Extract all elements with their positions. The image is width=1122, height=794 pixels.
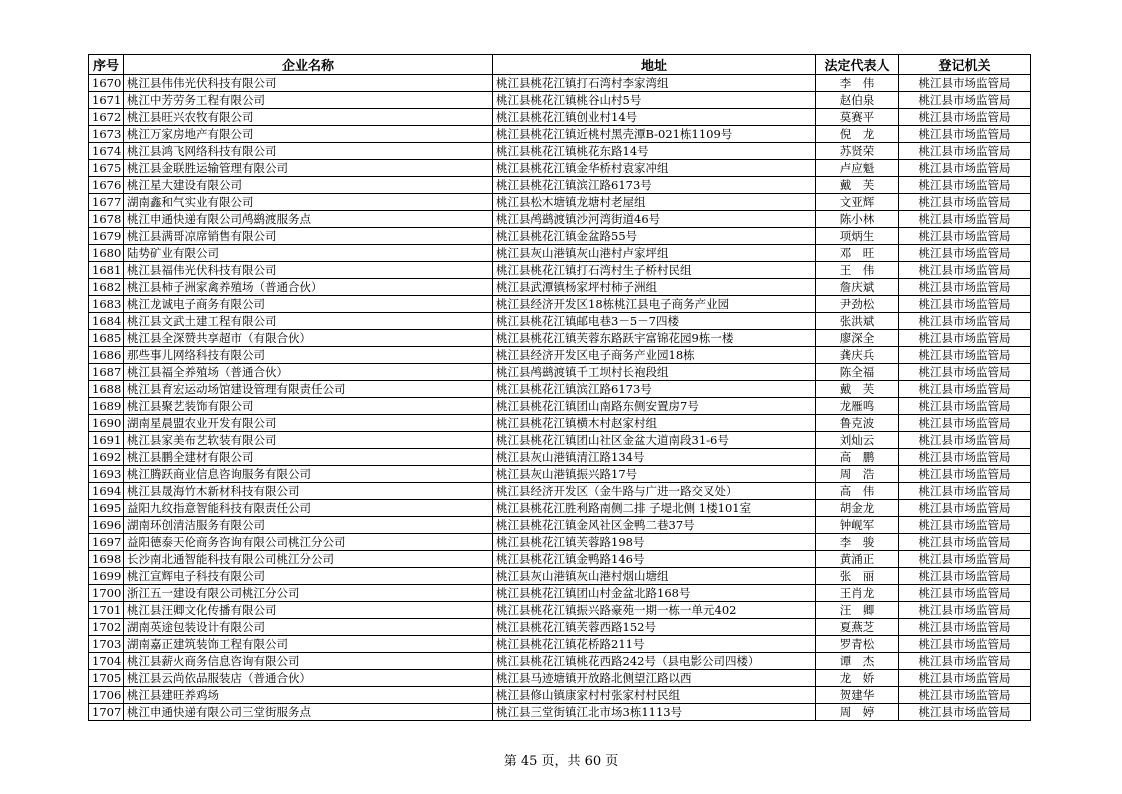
registration-authority-cell: 桃江县市场监管局	[899, 398, 1031, 415]
table-row	[89, 347, 1031, 364]
address-cell: 桃江县桃花江镇花桥路211号	[493, 636, 816, 653]
table-row	[89, 279, 1031, 296]
serial-number-cell: 1692	[89, 449, 124, 466]
registration-authority-cell: 桃江县市场监管局	[899, 92, 1031, 109]
company-name-cell: 益阳德泰天伦商务咨询有限公司桃江分公司	[124, 534, 493, 551]
company-name-cell: 桃江县柿子洲家禽养殖场（普通合伙）	[124, 279, 493, 296]
company-name-cell: 那些事儿网络科技有限公司	[124, 347, 493, 364]
registration-authority-cell: 桃江县市场监管局	[899, 194, 1031, 211]
table-row	[89, 160, 1031, 177]
registration-authority-cell: 桃江县市场监管局	[899, 211, 1031, 228]
serial-number-cell: 1670	[89, 75, 124, 92]
address-cell: 桃江县桃花江镇桃谷山村5号	[493, 92, 816, 109]
registration-authority-cell: 桃江县市场监管局	[899, 109, 1031, 126]
serial-number-cell: 1702	[89, 619, 124, 636]
legal-representative-cell: 张 丽	[816, 568, 899, 585]
legal-representative-cell: 张洪斌	[816, 313, 899, 330]
legal-representative-cell: 王肖龙	[816, 585, 899, 602]
table-row	[89, 568, 1031, 585]
registration-authority-cell: 桃江县市场监管局	[899, 687, 1031, 704]
company-name-cell: 桃江县薪火商务信息咨询有限公司	[124, 653, 493, 670]
table-row	[89, 415, 1031, 432]
serial-number-cell: 1705	[89, 670, 124, 687]
legal-representative-cell: 龚庆兵	[816, 347, 899, 364]
legal-representative-cell: 廖深全	[816, 330, 899, 347]
serial-number-cell: 1694	[89, 483, 124, 500]
serial-number-cell: 1689	[89, 398, 124, 415]
address-cell: 桃江县桃花江镇桃花西路242号（县电影公司四楼）	[493, 653, 816, 670]
registration-authority-cell: 桃江县市场监管局	[899, 568, 1031, 585]
serial-number-cell: 1676	[89, 177, 124, 194]
table-row	[89, 585, 1031, 602]
serial-number-cell: 1677	[89, 194, 124, 211]
legal-representative-cell: 罗青松	[816, 636, 899, 653]
table-row	[89, 687, 1031, 704]
table-row	[89, 245, 1031, 262]
serial-number-cell: 1685	[89, 330, 124, 347]
registration-authority-cell: 桃江县市场监管局	[899, 602, 1031, 619]
table-row	[89, 262, 1031, 279]
company-name-cell: 桃江县晟海竹木新材科技有限公司	[124, 483, 493, 500]
legal-representative-cell: 莫赛平	[816, 109, 899, 126]
address-cell: 桃江县鸬鹚渡镇沙河湾街道46号	[493, 211, 816, 228]
registration-authority-cell: 桃江县市场监管局	[899, 483, 1031, 500]
registration-authority-cell: 桃江县市场监管局	[899, 75, 1031, 92]
table-row	[89, 92, 1031, 109]
company-name-cell: 湖南星晨盟农业开发有限公司	[124, 415, 493, 432]
registration-authority-cell: 桃江县市场监管局	[899, 415, 1031, 432]
serial-number-cell: 1695	[89, 500, 124, 517]
header-legal-rep: 法定代表人	[816, 55, 899, 75]
table-row	[89, 126, 1031, 143]
company-name-cell: 桃江县鸿飞网络科技有限公司	[124, 143, 493, 160]
legal-representative-cell: 李 骏	[816, 534, 899, 551]
registration-authority-cell: 桃江县市场监管局	[899, 534, 1031, 551]
table-row	[89, 211, 1031, 228]
serial-number-cell: 1674	[89, 143, 124, 160]
serial-number-cell: 1671	[89, 92, 124, 109]
address-cell: 桃江县桃花江镇金风社区金鸭二巷37号	[493, 517, 816, 534]
address-cell: 桃江县马迹塘镇开放路北侧望江路以西	[493, 670, 816, 687]
company-name-cell: 桃江县金联胜运输管理有限公司	[124, 160, 493, 177]
registration-authority-cell: 桃江县市场监管局	[899, 704, 1031, 721]
table-row	[89, 381, 1031, 398]
table-row	[89, 177, 1031, 194]
company-name-cell: 益阳九纹指意智能科技有限责任公司	[124, 500, 493, 517]
address-cell: 桃江县桃花江镇横木村赵家村组	[493, 415, 816, 432]
registration-authority-cell: 桃江县市场监管局	[899, 585, 1031, 602]
registration-authority-cell: 桃江县市场监管局	[899, 160, 1031, 177]
address-cell: 桃江县桃花江镇创业村14号	[493, 109, 816, 126]
serial-number-cell: 1699	[89, 568, 124, 585]
registration-authority-cell: 桃江县市场监管局	[899, 636, 1031, 653]
legal-representative-cell: 卢应魁	[816, 160, 899, 177]
address-cell: 桃江县经济开发区（金牛路与广进一路交叉处）	[493, 483, 816, 500]
legal-representative-cell: 汪 卿	[816, 602, 899, 619]
registration-authority-cell: 桃江县市场监管局	[899, 262, 1031, 279]
address-cell: 桃江县桃花江镇滨江路6173号	[493, 381, 816, 398]
address-cell: 桃江县桃花江镇打石湾村生子桥村民组	[493, 262, 816, 279]
serial-number-cell: 1696	[89, 517, 124, 534]
legal-representative-cell: 王 伟	[816, 262, 899, 279]
legal-representative-cell: 高 鹏	[816, 449, 899, 466]
registration-authority-cell: 桃江县市场监管局	[899, 517, 1031, 534]
address-cell: 桃江县桃花江镇金鸭路146号	[493, 551, 816, 568]
legal-representative-cell: 倪 龙	[816, 126, 899, 143]
address-cell: 桃江县桃花江镇团山村金盆北路168号	[493, 585, 816, 602]
table-row	[89, 602, 1031, 619]
company-name-cell: 桃江县家美布艺软装有限公司	[124, 432, 493, 449]
company-name-cell: 桃江县汪卿文化传播有限公司	[124, 602, 493, 619]
company-name-cell: 湖南鑫和气实业有限公司	[124, 194, 493, 211]
registration-authority-cell: 桃江县市场监管局	[899, 177, 1031, 194]
company-name-cell: 桃江万家房地产有限公司	[124, 126, 493, 143]
serial-number-cell: 1681	[89, 262, 124, 279]
header-company-name: 企业名称	[124, 55, 493, 75]
address-cell: 桃江县松木塘镇龙塘村老屋组	[493, 194, 816, 211]
table-row	[89, 313, 1031, 330]
registration-authority-cell: 桃江县市场监管局	[899, 126, 1031, 143]
legal-representative-cell: 李 伟	[816, 75, 899, 92]
registration-authority-cell: 桃江县市场监管局	[899, 228, 1031, 245]
registration-authority-cell: 桃江县市场监管局	[899, 466, 1031, 483]
company-name-cell: 桃江县云尚依品服装店（普通合伙）	[124, 670, 493, 687]
serial-number-cell: 1707	[89, 704, 124, 721]
company-name-cell: 湖南英途包装设计有限公司	[124, 619, 493, 636]
legal-representative-cell: 戴 芙	[816, 177, 899, 194]
serial-number-cell: 1682	[89, 279, 124, 296]
header-address: 地址	[493, 55, 816, 75]
legal-representative-cell: 高 伟	[816, 483, 899, 500]
registration-authority-cell: 桃江县市场监管局	[899, 279, 1031, 296]
address-cell: 桃江县桃花江镇近桃村黑壳潭B-021栋1109号	[493, 126, 816, 143]
serial-number-cell: 1680	[89, 245, 124, 262]
table-row	[89, 619, 1031, 636]
page-footer: 第 45 页，共 60 页	[503, 754, 619, 769]
serial-number-cell: 1683	[89, 296, 124, 313]
address-cell: 桃江县鸬鹚渡镇千工坝村长袍段组	[493, 364, 816, 381]
table-row	[89, 75, 1031, 92]
legal-representative-cell: 龙雁鸣	[816, 398, 899, 415]
table-row	[89, 534, 1031, 551]
address-cell: 桃江县桃花江镇金华桥村袁家冲组	[493, 160, 816, 177]
table-row	[89, 228, 1031, 245]
company-name-cell: 长沙南北通智能科技有限公司桃江分公司	[124, 551, 493, 568]
registration-authority-cell: 桃江县市场监管局	[899, 381, 1031, 398]
company-name-cell: 桃江腾跃商业信息咨询服务有限公司	[124, 466, 493, 483]
registration-authority-cell: 桃江县市场监管局	[899, 143, 1031, 160]
company-name-cell: 桃江龙诚电子商务有限公司	[124, 296, 493, 313]
company-name-cell: 湖南环创清洁服务有限公司	[124, 517, 493, 534]
address-cell: 桃江县桃花江镇打石湾村李家湾组	[493, 75, 816, 92]
table-row	[89, 296, 1031, 313]
company-name-cell: 桃江中芳劳务工程有限公司	[124, 92, 493, 109]
serial-number-cell: 1698	[89, 551, 124, 568]
address-cell: 桃江县桃花江镇滨江路6173号	[493, 177, 816, 194]
serial-number-cell: 1701	[89, 602, 124, 619]
serial-number-cell: 1691	[89, 432, 124, 449]
address-cell: 桃江县桃花江镇邮电巷3－5－7四楼	[493, 313, 816, 330]
company-name-cell: 桃江县建旺养鸡场	[124, 687, 493, 704]
company-name-cell: 桃江县文武土建工程有限公司	[124, 313, 493, 330]
table-row	[89, 500, 1031, 517]
table-header-row	[89, 55, 1031, 75]
registration-authority-cell: 桃江县市场监管局	[899, 313, 1031, 330]
company-name-cell: 桃江星大建设有限公司	[124, 177, 493, 194]
legal-representative-cell: 贺建华	[816, 687, 899, 704]
legal-representative-cell: 戴 芙	[816, 381, 899, 398]
serial-number-cell: 1684	[89, 313, 124, 330]
address-cell: 桃江县修山镇康家村村张家村村民组	[493, 687, 816, 704]
company-name-cell: 陆势矿业有限公司	[124, 245, 493, 262]
address-cell: 桃江县桃花江镇团山社区金盆大道南段31-6号	[493, 432, 816, 449]
table-row	[89, 636, 1031, 653]
company-name-cell: 桃江县聚艺装饰有限公司	[124, 398, 493, 415]
header-serial: 序号	[89, 55, 124, 75]
address-cell: 桃江县经济开发区18栋桃江县电子商务产业园	[493, 296, 816, 313]
company-name-cell: 桃江县旺兴农牧有限公司	[124, 109, 493, 126]
registration-authority-cell: 桃江县市场监管局	[899, 670, 1031, 687]
address-cell: 桃江县桃花江镇芙蓉西路152号	[493, 619, 816, 636]
company-name-cell: 桃江宣辉电子科技有限公司	[124, 568, 493, 585]
legal-representative-cell: 谭 杰	[816, 653, 899, 670]
registration-authority-cell: 桃江县市场监管局	[899, 432, 1031, 449]
legal-representative-cell: 鲁克波	[816, 415, 899, 432]
registration-authority-cell: 桃江县市场监管局	[899, 245, 1031, 262]
legal-representative-cell: 夏燕芝	[816, 619, 899, 636]
table-row	[89, 483, 1031, 500]
serial-number-cell: 1679	[89, 228, 124, 245]
legal-representative-cell: 周 浩	[816, 466, 899, 483]
registration-authority-cell: 桃江县市场监管局	[899, 296, 1031, 313]
table-row	[89, 143, 1031, 160]
address-cell: 桃江县灰山港镇振兴路17号	[493, 466, 816, 483]
serial-number-cell: 1697	[89, 534, 124, 551]
address-cell: 桃江县桃花江镇桃花东路14号	[493, 143, 816, 160]
table-row	[89, 704, 1031, 721]
legal-representative-cell: 尹劲松	[816, 296, 899, 313]
header-registration-authority: 登记机关	[899, 55, 1031, 75]
table-row	[89, 466, 1031, 483]
table-row	[89, 449, 1031, 466]
serial-number-cell: 1672	[89, 109, 124, 126]
company-name-cell: 桃江县伟伟光伏科技有限公司	[124, 75, 493, 92]
serial-number-cell: 1706	[89, 687, 124, 704]
legal-representative-cell: 胡金龙	[816, 500, 899, 517]
serial-number-cell: 1700	[89, 585, 124, 602]
legal-representative-cell: 周 婷	[816, 704, 899, 721]
legal-representative-cell: 黄涌正	[816, 551, 899, 568]
address-cell: 桃江县灰山港镇灰山港村卢家坪组	[493, 245, 816, 262]
address-cell: 桃江县桃花江镇金盆路55号	[493, 228, 816, 245]
address-cell: 桃江县桃花江镇芙蓉东路跃宇富锦花园9栋一楼	[493, 330, 816, 347]
table-row	[89, 109, 1031, 126]
registration-authority-cell: 桃江县市场监管局	[899, 619, 1031, 636]
table-row	[89, 551, 1031, 568]
serial-number-cell: 1686	[89, 347, 124, 364]
company-name-cell: 桃江县全深赞共享超市（有限合伙）	[124, 330, 493, 347]
company-name-cell: 桃江申通快递有限公司鸬鹚渡服务点	[124, 211, 493, 228]
registration-authority-cell: 桃江县市场监管局	[899, 500, 1031, 517]
address-cell: 桃江县桃花江镇团山南路东侧安置房7号	[493, 398, 816, 415]
legal-representative-cell: 刘灿云	[816, 432, 899, 449]
registration-authority-cell: 桃江县市场监管局	[899, 347, 1031, 364]
serial-number-cell: 1688	[89, 381, 124, 398]
legal-representative-cell: 文亚辉	[816, 194, 899, 211]
address-cell: 桃江县三堂街镇江北市场3栋1113号	[493, 704, 816, 721]
legal-representative-cell: 詹庆斌	[816, 279, 899, 296]
table-row	[89, 330, 1031, 347]
serial-number-cell: 1678	[89, 211, 124, 228]
table-row	[89, 670, 1031, 687]
legal-representative-cell: 龙 娇	[816, 670, 899, 687]
company-name-cell: 桃江县育宏运动场馆建设管理有限责任公司	[124, 381, 493, 398]
company-name-cell: 湖南嘉正建筑装饰工程有限公司	[124, 636, 493, 653]
legal-representative-cell: 项炳生	[816, 228, 899, 245]
company-name-cell: 桃江县鹏全建材有限公司	[124, 449, 493, 466]
company-name-cell: 桃江县福伟光伏科技有限公司	[124, 262, 493, 279]
address-cell: 桃江县灰山港镇清江路134号	[493, 449, 816, 466]
company-name-cell: 浙江五一建设有限公司桃江分公司	[124, 585, 493, 602]
legal-representative-cell: 苏贤荣	[816, 143, 899, 160]
table-row	[89, 432, 1031, 449]
legal-representative-cell: 陈小林	[816, 211, 899, 228]
address-cell: 桃江县灰山港镇灰山港村烟山塘组	[493, 568, 816, 585]
serial-number-cell: 1675	[89, 160, 124, 177]
address-cell: 桃江县桃花江镇芙蓉路198号	[493, 534, 816, 551]
address-cell: 桃江县桃花江胜利路南侧二排 子堤北侧 1楼101室	[493, 500, 816, 517]
legal-representative-cell: 邓 旺	[816, 245, 899, 262]
table-body	[89, 75, 1031, 721]
company-name-cell: 桃江县福全养殖场（普通合伙）	[124, 364, 493, 381]
table-row	[89, 398, 1031, 415]
registration-authority-cell: 桃江县市场监管局	[899, 653, 1031, 670]
enterprise-registry-table	[88, 54, 1031, 721]
registration-authority-cell: 桃江县市场监管局	[899, 551, 1031, 568]
table-row	[89, 194, 1031, 211]
address-cell: 桃江县桃花江镇振兴路豪苑一期一栋一单元402	[493, 602, 816, 619]
serial-number-cell: 1687	[89, 364, 124, 381]
registration-authority-cell: 桃江县市场监管局	[899, 330, 1031, 347]
serial-number-cell: 1703	[89, 636, 124, 653]
serial-number-cell: 1673	[89, 126, 124, 143]
legal-representative-cell: 陈全福	[816, 364, 899, 381]
address-cell: 桃江县经济开发区电子商务产业园18栋	[493, 347, 816, 364]
legal-representative-cell: 赵伯泉	[816, 92, 899, 109]
legal-representative-cell: 钟岘军	[816, 517, 899, 534]
serial-number-cell: 1693	[89, 466, 124, 483]
address-cell: 桃江县武潭镇杨家坪村柿子洲组	[493, 279, 816, 296]
table-row	[89, 517, 1031, 534]
table-row	[89, 653, 1031, 670]
registration-authority-cell: 桃江县市场监管局	[899, 364, 1031, 381]
company-name-cell: 桃江县满哥凉席销售有限公司	[124, 228, 493, 245]
registration-authority-cell: 桃江县市场监管局	[899, 449, 1031, 466]
serial-number-cell: 1704	[89, 653, 124, 670]
company-name-cell: 桃江申通快递有限公司三堂街服务点	[124, 704, 493, 721]
table-row	[89, 364, 1031, 381]
serial-number-cell: 1690	[89, 415, 124, 432]
